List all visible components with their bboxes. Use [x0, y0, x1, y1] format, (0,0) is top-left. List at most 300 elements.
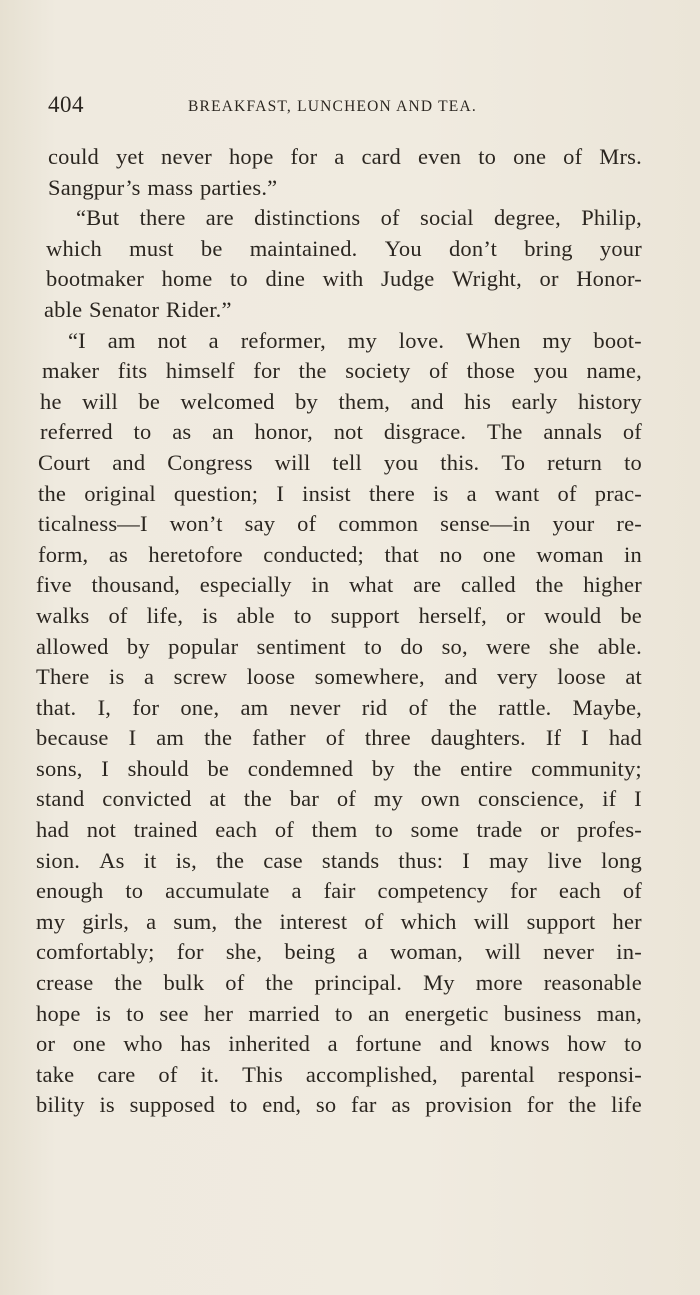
text-line [36, 937, 642, 968]
word: to [478, 144, 497, 169]
word: for [253, 358, 281, 384]
word: Maybe, [572, 694, 642, 720]
word: by [126, 633, 150, 659]
word: and [112, 449, 146, 475]
word: your [552, 511, 595, 537]
word: she [548, 633, 580, 659]
word: herself, [418, 602, 488, 628]
word: sentiment [256, 633, 346, 659]
word: or [36, 1031, 56, 1057]
word: and [444, 664, 478, 690]
word: won’t [169, 511, 223, 537]
word: early [511, 388, 558, 414]
word: I [128, 725, 137, 751]
word: common [338, 511, 419, 537]
text-line [36, 846, 642, 877]
word: ticalness—I [38, 511, 148, 537]
word: could [48, 144, 99, 169]
text-line [36, 754, 642, 785]
word: care [97, 1061, 136, 1087]
word: disgrace. [383, 419, 467, 445]
word: maker [42, 358, 100, 384]
word: re- [616, 511, 642, 537]
word: a [466, 480, 477, 506]
word: it. [200, 1061, 220, 1087]
running-head: BREAKFAST, LUNCHEON AND TEA. [188, 98, 477, 115]
word: accumulate [165, 878, 270, 904]
word: Senator [89, 296, 160, 322]
word: accomplished, [305, 1061, 438, 1087]
word: and [439, 1031, 473, 1057]
word: of [428, 358, 449, 384]
word: social [419, 205, 474, 231]
word: of [408, 694, 428, 720]
word: because [36, 725, 109, 751]
word: to [334, 1000, 353, 1026]
word: is [109, 664, 125, 690]
word: There [36, 664, 90, 690]
word: inherited [228, 1031, 311, 1057]
word: some [410, 817, 459, 843]
word: if [602, 786, 617, 812]
word: three [364, 725, 411, 751]
word: as [391, 1092, 411, 1118]
word: my [36, 908, 66, 934]
text-line [36, 815, 642, 846]
text-line [36, 999, 642, 1030]
word: that. [36, 694, 77, 720]
word: of [108, 602, 128, 628]
text-line [36, 417, 642, 448]
word: If [545, 725, 562, 751]
word: stands [321, 847, 380, 873]
word: the [38, 480, 67, 506]
word: sense—in [440, 511, 531, 537]
word: of [557, 480, 577, 506]
word: I [462, 847, 470, 873]
word: life [611, 1092, 642, 1118]
text-line [36, 570, 642, 601]
word: to [364, 633, 383, 659]
text-line [36, 968, 642, 999]
word: distinctions [254, 205, 361, 231]
word: I, [97, 694, 112, 720]
word: there [139, 205, 186, 231]
word: trained [133, 817, 198, 843]
word: will [485, 939, 521, 965]
word: of [622, 878, 642, 904]
word: Judge [380, 266, 435, 292]
word: in [311, 572, 330, 598]
word: had [36, 817, 70, 843]
word: bar [289, 786, 320, 812]
word: for [176, 939, 204, 965]
word: of [336, 786, 356, 812]
word: You [384, 235, 422, 261]
word: parties.” [199, 174, 278, 200]
word: never [161, 144, 212, 169]
text-line [36, 784, 642, 815]
word: crease [36, 970, 94, 996]
word: or [539, 266, 559, 292]
word: hope [36, 1000, 81, 1026]
text-line [36, 448, 642, 479]
word: Court [38, 449, 91, 475]
word: be [620, 602, 642, 628]
word: be [207, 755, 230, 781]
word: will [473, 908, 510, 934]
word: to [624, 1031, 642, 1057]
word: even [417, 144, 462, 169]
word: would [544, 602, 602, 628]
word: those [466, 358, 516, 384]
word: of [380, 205, 400, 231]
text-line [36, 295, 642, 326]
word: it [143, 847, 157, 873]
word: in [624, 541, 642, 567]
word: I [634, 786, 642, 812]
word: the [265, 970, 294, 996]
word: the [298, 358, 327, 384]
word: end, [262, 1092, 302, 1118]
word: not [333, 419, 364, 445]
word: honor, [254, 419, 313, 445]
word: the [243, 786, 272, 812]
word: sum, [173, 908, 218, 934]
word: is [95, 1000, 112, 1026]
text-line [36, 601, 642, 632]
word: to [229, 1092, 248, 1118]
word: conscience, [477, 786, 585, 812]
word: don’t [448, 235, 498, 261]
word: woman, [389, 939, 463, 965]
word: in- [616, 939, 642, 965]
word: case [263, 847, 303, 873]
word: for [132, 694, 160, 720]
word: maintained. [249, 235, 358, 261]
word: profes- [576, 817, 642, 843]
word: trade [476, 817, 523, 843]
word: her [203, 1000, 234, 1026]
word: at [625, 664, 642, 690]
word: conducted; [263, 541, 365, 567]
word: provision [425, 1092, 513, 1118]
word: convicted [102, 786, 192, 812]
word: “I [68, 327, 86, 353]
word: one [513, 144, 547, 169]
text-line [36, 1060, 642, 1091]
word: what [348, 572, 394, 598]
word: business [503, 1000, 582, 1026]
text-line [36, 479, 642, 510]
word: mass [147, 174, 194, 200]
word: an [212, 419, 234, 445]
word: there [368, 480, 415, 506]
word: Wright, [452, 266, 522, 292]
word: annals [543, 419, 603, 445]
word: the [234, 908, 263, 934]
word: who [123, 1031, 163, 1057]
word: himself [165, 358, 235, 384]
word: a [291, 878, 302, 904]
word: are [413, 572, 442, 598]
word: tell [332, 449, 362, 475]
word: of [274, 817, 294, 843]
page-number: 404 [48, 92, 84, 117]
word: the [448, 694, 478, 720]
word: which [400, 908, 457, 934]
word: more [475, 970, 523, 996]
word: by [295, 388, 318, 414]
word: to [293, 602, 312, 628]
word: for [510, 878, 537, 904]
text-line [36, 264, 642, 295]
word: am [107, 327, 136, 353]
word: as [108, 541, 128, 567]
word: am [156, 725, 185, 751]
word: degree, [493, 205, 561, 231]
word: a [143, 664, 155, 690]
word: condemned [247, 755, 354, 781]
word: the [204, 725, 233, 751]
word: man, [596, 1000, 642, 1026]
word: to [624, 449, 642, 475]
word: of [364, 908, 384, 934]
word: to [375, 817, 393, 843]
word: were [486, 633, 531, 659]
word: he [40, 388, 62, 414]
word: is [99, 1092, 115, 1118]
word: hope [228, 144, 274, 169]
word: married [248, 1000, 320, 1026]
word: Sangpur’s [48, 174, 141, 200]
word: want [494, 480, 540, 506]
word: boot- [593, 327, 642, 353]
word: no [439, 541, 463, 567]
word: to [133, 419, 152, 445]
word: five [36, 572, 72, 598]
word: are [205, 205, 234, 231]
word: is [433, 480, 449, 506]
word: an [367, 1000, 390, 1026]
word: loose [557, 664, 606, 690]
word: original [84, 480, 156, 506]
word: girls, [82, 908, 130, 934]
word: support [526, 908, 596, 934]
word: my [347, 327, 377, 353]
word: Honor- [576, 266, 642, 292]
word: not [157, 327, 187, 353]
text-line [36, 509, 642, 540]
word: do [400, 633, 424, 659]
word: allowed [36, 633, 109, 659]
word: Congress [167, 449, 253, 475]
word: walks [36, 602, 90, 628]
word: may [489, 847, 529, 873]
word: form, [38, 541, 89, 567]
word: prac- [594, 480, 642, 506]
word: My [423, 970, 455, 996]
word: is [202, 602, 218, 628]
word: not [86, 817, 117, 843]
word: welcomed [180, 388, 275, 414]
word: knows [489, 1031, 550, 1057]
word: so [315, 1092, 337, 1118]
word: sons, [36, 755, 83, 781]
word: had [608, 725, 642, 751]
word: support [330, 602, 400, 628]
word: one [482, 541, 516, 567]
word: see [159, 1000, 189, 1026]
word: especially [199, 572, 292, 598]
word: card [361, 144, 401, 169]
word: so, [441, 633, 468, 659]
word: able [236, 602, 275, 628]
word: heretofore [148, 541, 243, 567]
word: she, [225, 939, 263, 965]
text-line [36, 876, 642, 907]
word: as [172, 419, 192, 445]
word: energetic [404, 1000, 489, 1026]
word: them [311, 817, 358, 843]
word: bring [524, 235, 573, 261]
word: referred [40, 419, 113, 445]
text-line [36, 1090, 642, 1121]
word: a [334, 144, 345, 169]
word: one [72, 1031, 106, 1057]
word: principal. [314, 970, 403, 996]
word: this. [440, 449, 480, 475]
word: never [543, 939, 595, 965]
word: higher [583, 572, 642, 598]
word: Philip, [581, 205, 642, 231]
word: must [129, 235, 174, 261]
word: by [371, 755, 395, 781]
word: responsi- [557, 1061, 642, 1087]
word: of [622, 419, 642, 445]
word: being [284, 939, 336, 965]
text-line [36, 234, 642, 265]
word: will [274, 449, 311, 475]
word: I [276, 480, 285, 506]
word: sion. [36, 847, 81, 873]
word: of [225, 970, 245, 996]
word: and [410, 388, 444, 414]
word: popular [168, 633, 239, 659]
word: insist [302, 480, 351, 506]
word: am [240, 694, 269, 720]
word: far [351, 1092, 377, 1118]
body-text [36, 142, 642, 1121]
text-line [36, 1029, 642, 1060]
word: stand [36, 786, 85, 812]
word: history [577, 388, 642, 414]
word: father [252, 725, 306, 751]
word: “But [76, 205, 120, 231]
text-line [36, 632, 642, 663]
text-line [36, 326, 642, 357]
text-line [36, 693, 642, 724]
text-line [36, 142, 642, 173]
word: fits [117, 358, 148, 384]
word: interest [279, 908, 348, 934]
word: called [460, 572, 516, 598]
word: bulk [163, 970, 205, 996]
text-line [36, 387, 642, 418]
word: each [558, 878, 601, 904]
text-line [36, 173, 642, 204]
word: which [46, 235, 102, 261]
word: I [581, 725, 589, 751]
word: parental [460, 1061, 535, 1087]
word: dine [265, 266, 306, 292]
word: of [158, 1061, 178, 1087]
word: fair [323, 878, 356, 904]
word: The [487, 419, 523, 445]
word: with [322, 266, 364, 292]
word: supposed [129, 1092, 215, 1118]
word: enough [36, 878, 104, 904]
word: entire [460, 755, 513, 781]
word: rattle. [498, 694, 552, 720]
page-header [48, 92, 648, 122]
word: When [466, 327, 521, 353]
word: the [216, 847, 245, 873]
word: take [36, 1061, 75, 1087]
word: able [44, 296, 83, 322]
word: life, [146, 602, 184, 628]
word: the [535, 572, 564, 598]
word: thus: [398, 847, 444, 873]
word: fortune [355, 1031, 422, 1057]
text-line [36, 540, 642, 571]
word: This [242, 1061, 283, 1087]
word: to [229, 266, 248, 292]
text-line [36, 723, 642, 754]
word: long [601, 847, 642, 873]
word: a [146, 908, 157, 934]
word: Mrs. [599, 144, 642, 169]
word: never [289, 694, 341, 720]
word: society [345, 358, 411, 384]
word: them, [338, 388, 391, 414]
word: able. [597, 633, 642, 659]
word: you [533, 358, 569, 384]
word: or [505, 602, 526, 628]
word: live [547, 847, 583, 873]
word: home [161, 266, 213, 292]
word: his [464, 388, 492, 414]
word: screw [173, 664, 228, 690]
word: To [501, 449, 526, 475]
word: of [297, 511, 317, 537]
word: bootmaker [46, 266, 145, 292]
word: to [125, 878, 144, 904]
word: As [99, 847, 125, 873]
word: each [215, 817, 258, 843]
word: one, [180, 694, 220, 720]
word: reasonable [543, 970, 642, 996]
word: the [568, 1092, 597, 1118]
word: return [547, 449, 603, 475]
word: comfortably; [36, 939, 155, 965]
text-line [36, 356, 642, 387]
word: that [384, 541, 419, 567]
word: your [599, 235, 642, 261]
word: say [244, 511, 276, 537]
word: a [357, 939, 368, 965]
word: should [127, 755, 189, 781]
